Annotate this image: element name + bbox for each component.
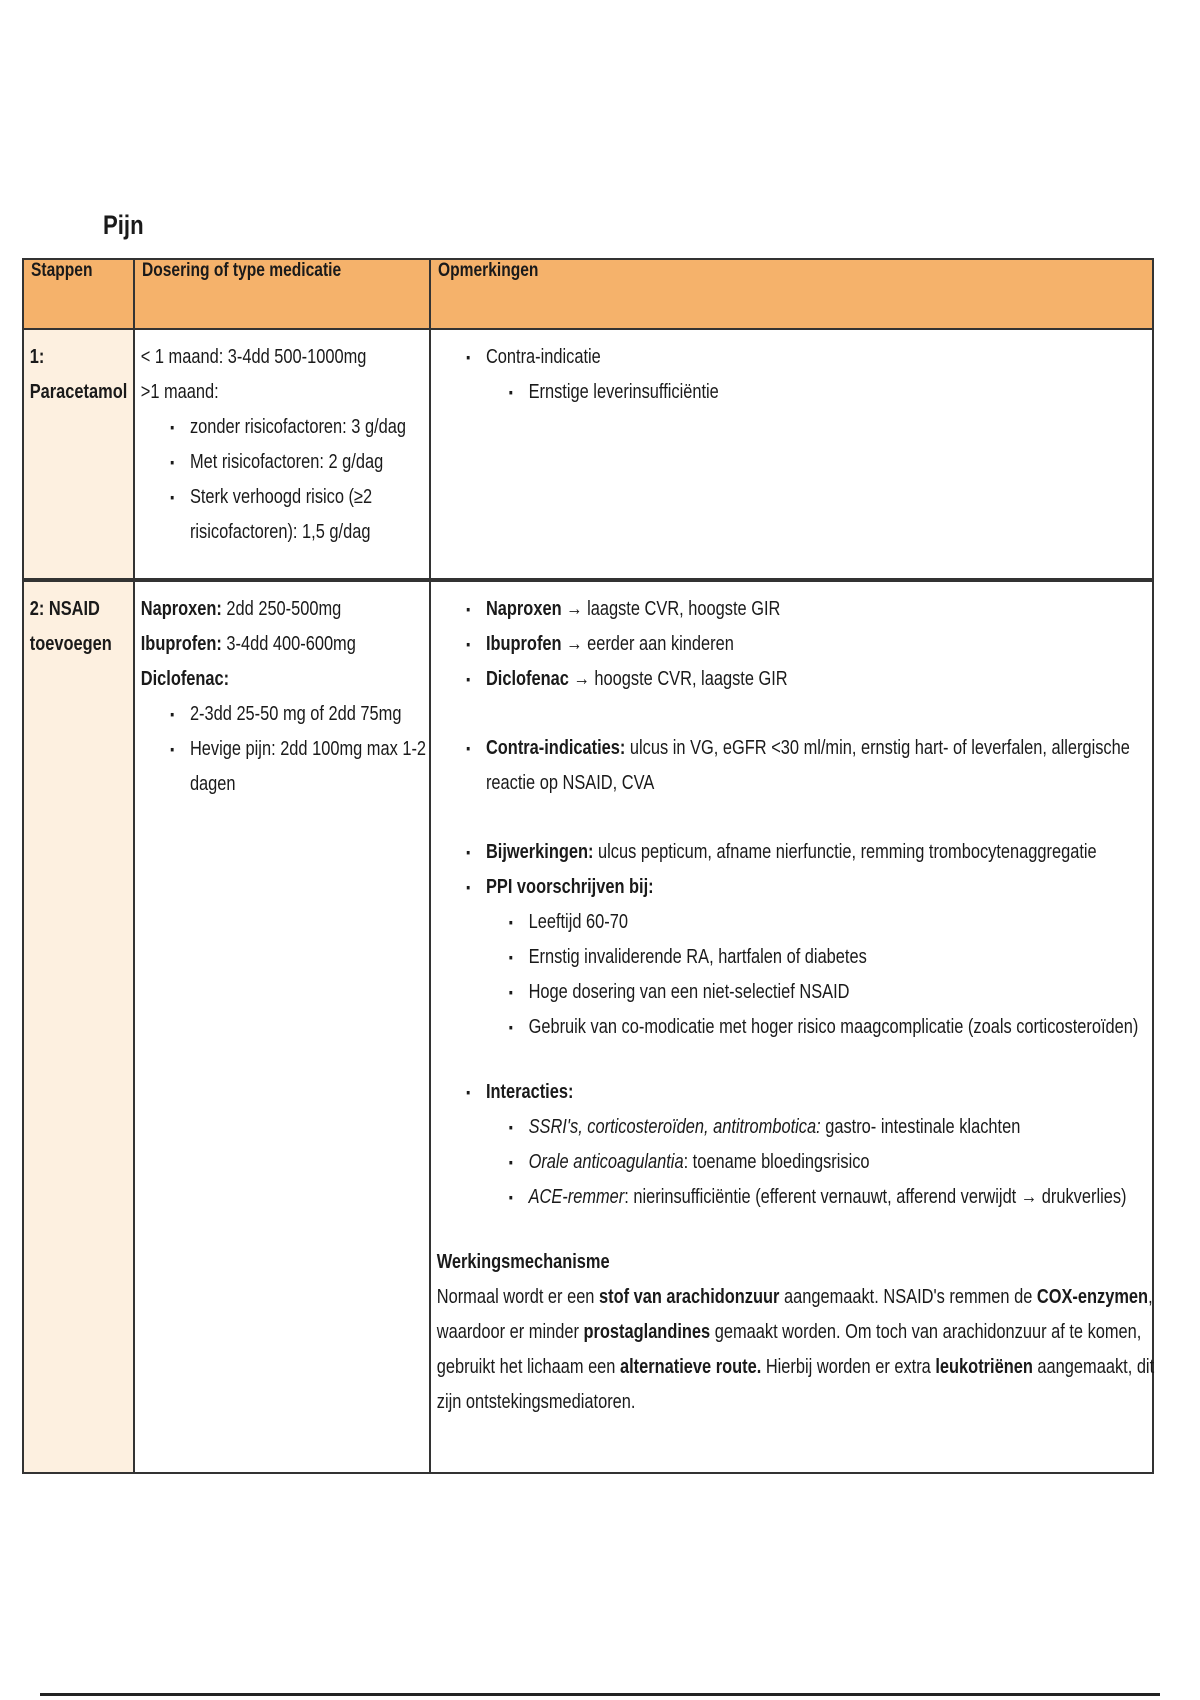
list-item: ▪ Hoge dosering van een niet-selectief NSAID bbox=[437, 975, 1158, 1010]
contra-list bbox=[437, 731, 1158, 801]
table-row-paracetamol bbox=[23, 329, 1153, 580]
list-item: ▪ Interacties: bbox=[437, 1075, 1158, 1110]
remarks-cell-paracetamol bbox=[430, 329, 1153, 580]
mechanism-title: Werkingsmechanisme bbox=[436, 1251, 610, 1273]
dose-cell-nsaid bbox=[134, 580, 430, 1473]
list-item: ▪ ACE-remmer: nierinsufficiëntie (efferent vernauwt, afferend verwijdt → drukverlies) bbox=[437, 1180, 1158, 1215]
list-item: ▪ PPI voorschrijven bij: bbox=[437, 870, 1158, 905]
dose-line: >1 maand: bbox=[140, 381, 219, 403]
side-effects-list bbox=[437, 835, 1158, 1045]
table-header-row bbox=[23, 259, 1153, 329]
step-cell-paracetamol bbox=[23, 329, 134, 580]
step-label: 2: NSAID bbox=[29, 598, 100, 620]
medication-table bbox=[22, 258, 1154, 1474]
list-item: ▪ Diclofenac → hoogste CVR, laagste GIR bbox=[437, 662, 1158, 697]
step-cell-nsaid bbox=[23, 580, 134, 1473]
dose-line: < 1 maand: 3-4dd 500-1000mg bbox=[140, 346, 367, 368]
dose-cell-paracetamol bbox=[134, 329, 430, 580]
dose-list bbox=[141, 410, 435, 550]
list-item: ▪ Orale anticoagulantia: toename bloedingsrisico bbox=[437, 1145, 1158, 1180]
table-row-nsaid bbox=[23, 580, 1153, 1473]
list-item: ▪ 2-3dd 25-50 mg of 2dd 75mg bbox=[141, 697, 435, 732]
list-item: ▪ SSRI's, corticosteroïden, antitrombotica: gastro- intestinale klachten bbox=[437, 1110, 1158, 1145]
list-item: ▪ Naproxen → laagste CVR, hoogste GIR bbox=[437, 592, 1158, 627]
step-label: 1: bbox=[29, 346, 45, 368]
list-item: ▪ Ernstige leverinsufficiëntie bbox=[437, 375, 1158, 410]
list-item: ▪ Leeftijd 60-70 bbox=[437, 905, 1158, 940]
header-opmerkingen: Opmerkingen bbox=[430, 259, 1153, 329]
list-item: ▪ Gebruik van co-modicatie met hoger risico maagcomplicatie (zoals corticosteroïden) bbox=[437, 1010, 1158, 1045]
page-divider bbox=[40, 1693, 1160, 1696]
interactions-list bbox=[437, 1075, 1158, 1215]
remarks-cell-nsaid bbox=[430, 580, 1153, 1473]
list-item: ▪ Bijwerkingen: ulcus pepticum, afname nierfunctie, remming trombocytenaggregatie bbox=[437, 835, 1158, 870]
page-title: Pijn bbox=[103, 210, 144, 240]
dose-line-naproxen: Naproxen: 2dd 250-500mg bbox=[140, 598, 342, 620]
list-item: ▪ Hevige pijn: 2dd 100mg max 1-2 dagen bbox=[141, 732, 435, 802]
dose-line-ibuprofen: Ibuprofen: 3-4dd 400-600mg bbox=[140, 633, 356, 655]
step-label: toevoegen bbox=[29, 633, 112, 655]
list-item: ▪ zonder risicofactoren: 3 g/dag bbox=[141, 410, 435, 445]
dose-line-diclofenac: Diclofenac: bbox=[140, 668, 230, 690]
header-dosering: Dosering of type medicatie bbox=[134, 259, 430, 329]
list-item: ▪ Sterk verhoogd risico (≥2 risicofactoren): 1,5 g/dag bbox=[141, 480, 435, 550]
remarks-list bbox=[437, 340, 1158, 410]
nsaid-compare-list bbox=[437, 592, 1158, 697]
mechanism-section bbox=[437, 1245, 1158, 1420]
list-item: ▪ Met risicofactoren: 2 g/dag bbox=[141, 445, 435, 480]
header-stappen: Stappen bbox=[23, 259, 134, 329]
list-item: ▪ Ernstig invaliderende RA, hartfalen of diabetes bbox=[437, 940, 1158, 975]
list-item: ▪ Ibuprofen → eerder aan kinderen bbox=[437, 627, 1158, 662]
diclofenac-list bbox=[141, 697, 435, 802]
mechanism-text: Normaal wordt er een stof van arachidonzuur aangemaakt. NSAID's remmen de COX-enzymen, waardoor er minder prostaglandines gemaakt worden. Om toch van arachidonzuur af te komen, gebruikt het lichaam een alternatieve route. Hierbij worden er extra leukotriënen aangemaakt, dit zijn ontstekingsmediatoren. bbox=[436, 1286, 1155, 1413]
list-item: ▪ Contra-indicatie bbox=[437, 340, 1158, 375]
step-label: Paracetamol bbox=[29, 381, 128, 403]
list-item: ▪ Contra-indicaties: ulcus in VG, eGFR <30 ml/min, ernstig hart- of leverfalen, allergische reactie op NSAID, CVA bbox=[437, 731, 1158, 801]
